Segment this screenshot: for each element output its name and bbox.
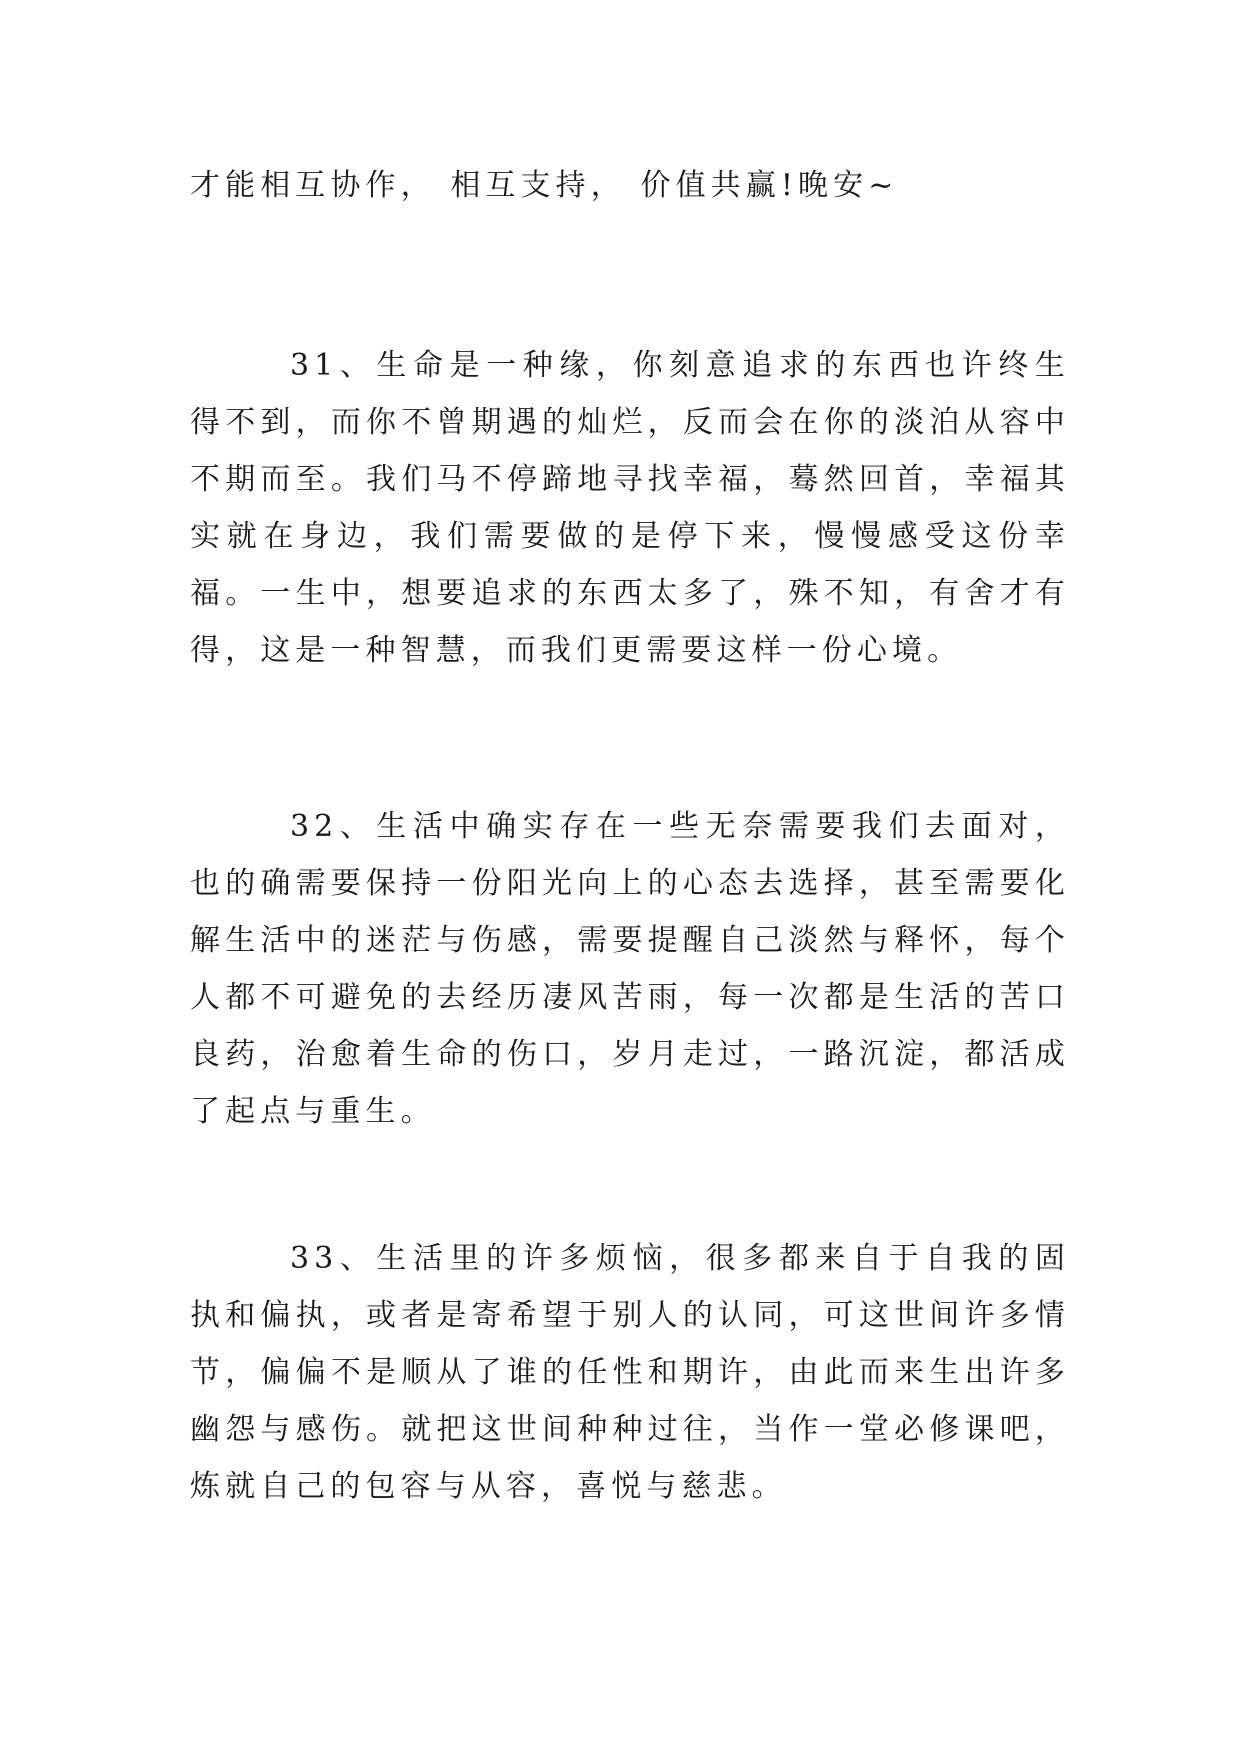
- paragraph-33: 33、生活里的许多烦恼，很多都来自于自我的固执和偏执，或者是寄希望于别人的认同，可这世间许多情节，偏偏不是顺从了谁的任性和期许，由此而来生出许多幽怨与感伤。就把这世间种种过往，当作一堂必修课吧，炼就自己的包容与从容，喜悦与慈悲。: [190, 1241, 1070, 1504]
- paragraph-continuation: 才能相互协作， 相互支持， 价值共赢!晚安~: [190, 168, 899, 203]
- paragraph-32: 32、生活中确实存在一些无奈需要我们去面对，也的确需要保持一份阳光向上的心态去选择，甚至需要化解生活中的迷茫与伤感，需要提醒自己淡然与释怀，每个人都不可避免的去经历凄风苦雨，每一次都是生活的苦口良药，治愈着生命的伤口，岁月走过，一路沉淀，都活成了起点与重生。: [190, 809, 1070, 1129]
- paragraph-31: 31、生命是一种缘，你刻意追求的东西也许终生得不到，而你不曾期遇的灿烂，反而会在你的淡泊从容中不期而至。我们马不停蹄地寻找幸福，蓦然回首，幸福其实就在身边，我们需要做的是停下来，慢慢感受这份幸福。一生中，想要追求的东西太多了，殊不知，有舍才有得，这是一种智慧，而我们更需要这样一份心境。: [190, 348, 1070, 668]
